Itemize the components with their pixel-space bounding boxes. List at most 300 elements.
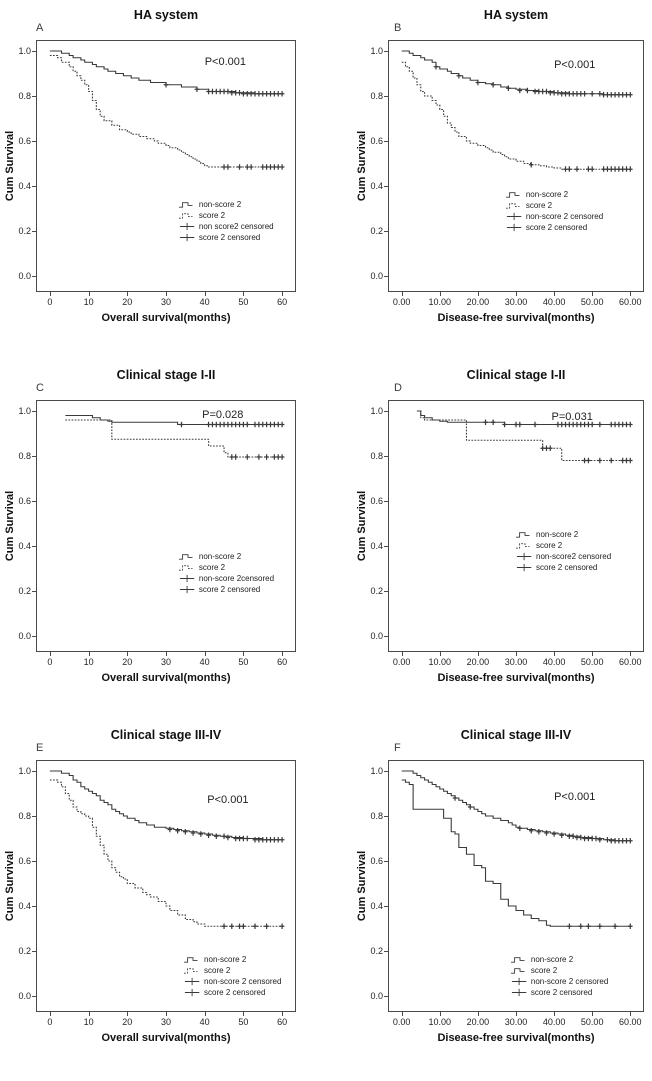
plot-frame: [4, 760, 296, 1027]
x-tick-label: 40.00: [542, 1017, 566, 1027]
x-tick-mark: [166, 1012, 167, 1016]
y-tick-label: 0.2: [370, 226, 383, 236]
y-tick-mark: [32, 186, 36, 187]
p-value: P<0.001: [554, 58, 596, 71]
legend-marker-plus: [511, 988, 529, 997]
y-tick-mark: [384, 411, 388, 412]
x-tick-label: 30: [160, 1017, 172, 1027]
km-panel: [0, 360, 326, 720]
legend-label: non-score 2: [530, 954, 574, 964]
legend-marker-dashed-step: [516, 541, 534, 550]
legend-item: [184, 954, 281, 965]
x-tick-label: 60.00: [619, 1017, 642, 1027]
legend-label: score 2: [198, 210, 226, 220]
y-tick-label: 0.4: [370, 181, 383, 191]
x-axis-label: Disease-free survival(months): [437, 1032, 595, 1044]
legend-item: [506, 222, 603, 233]
legend-marker-plus: [179, 222, 197, 231]
censor-marks: [529, 162, 633, 172]
p-value: P<0.001: [554, 791, 596, 803]
legend-marker-solid-step: [511, 966, 529, 975]
y-tick-label: 0.2: [370, 586, 383, 596]
y-tick-label: 1.0: [370, 406, 383, 416]
panel-title: Clinical stage III-IV: [460, 728, 572, 742]
x-tick-mark: [478, 292, 479, 296]
y-tick-label: 0.8: [18, 91, 31, 101]
x-tick-mark: [243, 292, 244, 296]
y-tick-label: 0.0: [18, 271, 31, 281]
y-tick-mark: [32, 861, 36, 862]
x-tick-mark: [282, 652, 283, 656]
x-tick-label: 60.00: [619, 297, 642, 307]
km-curve-dashed: [402, 62, 631, 169]
y-tick-label: 0.0: [370, 991, 383, 1001]
legend-label: score 2: [530, 965, 558, 975]
y-axis-label: Cum Survival: [356, 490, 368, 562]
y-tick-mark: [384, 186, 388, 187]
y-tick-mark: [384, 771, 388, 772]
km-curve-solid: [402, 780, 631, 926]
p-value: P=0.031: [551, 411, 593, 423]
plot-frame: [356, 760, 644, 1027]
x-tick-mark: [205, 292, 206, 296]
plot-row: [326, 400, 652, 667]
x-axis-label: Disease-free survival(months): [437, 312, 595, 324]
plot-row: [0, 400, 326, 667]
legend-marker-plus: [179, 233, 197, 242]
x-tick-mark: [516, 1012, 517, 1016]
x-tick-mark: [478, 652, 479, 656]
y-tick-label: 0.2: [18, 586, 31, 596]
x-tick-label: 20: [122, 657, 133, 667]
y-tick-label: 0.8: [18, 811, 31, 821]
x-tick-mark: [402, 292, 403, 296]
legend-label: non-score 2 censored: [530, 976, 609, 986]
censor-marks: [164, 82, 285, 97]
legend-marker-solid-step: [179, 200, 197, 209]
x-tick-mark: [127, 1012, 128, 1016]
y-tick-mark: [384, 276, 388, 277]
km-panel: [0, 0, 326, 360]
x-axis-label: Overall survival(months): [101, 1032, 231, 1044]
y-tick-label: 0.6: [370, 496, 383, 506]
legend-marker-plus: [516, 563, 534, 572]
plot-row: [0, 760, 326, 1027]
plot-frame: [4, 400, 296, 667]
x-tick-label: 50: [238, 657, 249, 667]
legend-item: [179, 573, 274, 584]
x-tick-mark: [50, 1012, 51, 1016]
y-tick-mark: [32, 636, 36, 637]
y-tick-mark: [32, 276, 36, 277]
y-tick-mark: [32, 816, 36, 817]
legend-marker-dashed-step: [179, 563, 197, 572]
y-tick-mark: [384, 51, 388, 52]
legend-item: [179, 551, 274, 562]
legend-label: non score2 censored: [198, 221, 274, 231]
legend-item: [511, 987, 608, 998]
x-tick-label: 50.00: [580, 1017, 604, 1027]
km-curve-solid: [417, 411, 630, 425]
y-tick-label: 1.0: [370, 766, 383, 776]
legend-label: score 2: [198, 563, 226, 572]
y-tick-mark: [384, 861, 388, 862]
x-tick-label: 40: [199, 657, 210, 667]
legend-item: [516, 551, 611, 562]
y-tick-mark: [32, 771, 36, 772]
y-tick-label: 0.8: [370, 91, 383, 101]
panel-title: Clinical stage I-II: [466, 368, 566, 382]
x-tick-label: 20.00: [466, 657, 490, 667]
y-tick-label: 0.0: [370, 271, 383, 281]
x-tick-label: 10.00: [428, 297, 452, 307]
y-tick-mark: [384, 231, 388, 232]
x-tick-mark: [516, 652, 517, 656]
x-tick-label: 30.00: [504, 1017, 528, 1027]
legend-marker-solid-step: [179, 552, 197, 561]
x-tick-label: 30.00: [504, 657, 528, 667]
y-tick-label: 0.6: [18, 136, 31, 146]
legend: [516, 529, 611, 573]
legend-marker-plus: [506, 212, 524, 221]
plot-row: [326, 40, 652, 307]
y-tick-mark: [384, 816, 388, 817]
y-tick-label: 0.4: [18, 181, 31, 191]
survival-curves-svg: [37, 401, 295, 651]
legend-marker-solid-step: [506, 190, 524, 199]
x-tick-label: 60: [277, 1017, 288, 1027]
y-tick-mark: [32, 411, 36, 412]
x-tick-mark: [89, 1012, 90, 1016]
x-tick-mark: [592, 652, 593, 656]
legend-label: non-score2 censored: [536, 551, 612, 561]
y-tick-label: 0.8: [18, 451, 31, 461]
x-tick-label: 40.00: [542, 297, 566, 307]
survival-curves-svg: [389, 401, 643, 651]
x-tick-label: 40.00: [542, 657, 566, 667]
y-axis-label: Cum Survival: [356, 130, 368, 202]
y-tick-label: 0.0: [370, 631, 383, 641]
x-tick-mark: [166, 292, 167, 296]
x-tick-mark: [402, 652, 403, 656]
y-tick-mark: [384, 501, 388, 502]
legend-item: [179, 210, 274, 221]
legend-marker-plus: [179, 574, 197, 583]
y-axis-label: Cum Survival: [4, 490, 16, 562]
legend: [511, 954, 608, 998]
legend-item: [516, 529, 611, 540]
legend-marker-dashed-step: [179, 211, 197, 220]
legend-label: non-score 2 censored: [204, 976, 282, 986]
y-tick-mark: [32, 51, 36, 52]
x-tick-mark: [630, 652, 631, 656]
x-tick-mark: [243, 1012, 244, 1016]
y-tick-label: 1.0: [18, 46, 31, 56]
x-tick-mark: [282, 292, 283, 296]
legend-item: [511, 954, 608, 965]
x-tick-mark: [402, 1012, 403, 1016]
x-tick-mark: [592, 292, 593, 296]
survival-curves-svg: [37, 41, 295, 291]
legend-label: score 2 censored: [204, 987, 266, 997]
x-tick-label: 50.00: [580, 657, 604, 667]
x-tick-mark: [205, 1012, 206, 1016]
legend: [179, 551, 274, 595]
x-tick-mark: [50, 292, 51, 296]
x-tick-mark: [440, 292, 441, 296]
p-value: P=0.028: [202, 408, 244, 421]
y-tick-label: 0.2: [18, 226, 31, 236]
km-panel: [0, 720, 326, 1080]
legend-item: [516, 540, 611, 551]
censor-marks: [222, 924, 285, 930]
x-tick-label: 20: [122, 297, 133, 307]
y-tick-label: 0.2: [370, 946, 383, 956]
x-tick-mark: [554, 292, 555, 296]
y-tick-mark: [32, 906, 36, 907]
legend-item: [184, 976, 281, 987]
plot-frame: [4, 40, 296, 307]
legend-item: [516, 562, 611, 573]
legend-label: non-score 2: [198, 199, 242, 209]
x-tick-mark: [127, 292, 128, 296]
legend-item: [184, 987, 281, 998]
km-panel: [326, 720, 652, 1080]
x-tick-label: 20.00: [466, 297, 490, 307]
panel-letter: A: [36, 22, 44, 34]
y-tick-label: 0.2: [18, 946, 31, 956]
legend-marker-dashed-step: [184, 966, 202, 975]
km-panel: [326, 360, 652, 720]
legend-marker-plus: [511, 977, 529, 986]
y-tick-label: 0.6: [18, 496, 31, 506]
y-tick-mark: [384, 456, 388, 457]
x-tick-label: 10: [83, 1017, 94, 1027]
x-tick-label: 30.00: [504, 297, 528, 307]
p-value: P<0.001: [207, 793, 249, 806]
y-tick-mark: [32, 996, 36, 997]
y-tick-mark: [384, 141, 388, 142]
legend-marker-solid-step: [511, 955, 529, 964]
km-curve-dashed: [65, 420, 282, 457]
legend-item: [184, 965, 281, 976]
km-curve-dashed: [50, 56, 282, 168]
y-axis-label: Cum Survival: [4, 130, 16, 202]
y-tick-label: 1.0: [18, 766, 31, 776]
x-tick-label: 10: [83, 657, 94, 667]
legend-label: non-score 2 censored: [525, 211, 604, 221]
y-tick-mark: [384, 546, 388, 547]
panel-title: Clinical stage I-II: [116, 368, 216, 382]
panel-title: HA system: [133, 8, 199, 22]
x-tick-mark: [592, 1012, 593, 1016]
panel-letter: D: [394, 382, 402, 394]
legend-marker-dashed-step: [506, 201, 524, 210]
y-tick-label: 0.6: [18, 856, 31, 866]
panel-title: Clinical stage III-IV: [110, 728, 222, 742]
legend-item: [511, 976, 608, 987]
legend-item: [179, 232, 274, 243]
legend-label: score 2: [525, 200, 553, 210]
legend-item: [506, 189, 603, 200]
legend-label: non-score 2: [204, 954, 247, 964]
x-tick-label: 60.00: [619, 657, 642, 667]
y-tick-mark: [384, 591, 388, 592]
x-tick-label: 20.00: [466, 1017, 490, 1027]
legend-item: [179, 584, 274, 595]
y-tick-mark: [32, 951, 36, 952]
x-axis-label: Overall survival(months): [101, 672, 231, 684]
x-axis-label: Disease-free survival(months): [437, 672, 595, 684]
legend-item: [511, 965, 608, 976]
x-tick-mark: [440, 652, 441, 656]
x-tick-mark: [554, 1012, 555, 1016]
legend-label: score 2: [536, 540, 563, 550]
x-tick-label: 0: [47, 297, 53, 307]
y-axis-label: Cum Survival: [4, 850, 16, 922]
legend-marker-solid-step: [516, 530, 534, 539]
km-curve-dashed: [417, 411, 630, 461]
legend-label: non-score 2: [198, 552, 242, 561]
legend: [179, 199, 274, 243]
legend-marker-plus: [184, 977, 202, 986]
y-tick-mark: [384, 951, 388, 952]
x-tick-label: 0.00: [392, 1017, 411, 1027]
y-tick-mark: [384, 636, 388, 637]
x-tick-mark: [478, 1012, 479, 1016]
x-tick-mark: [440, 1012, 441, 1016]
y-tick-mark: [384, 996, 388, 997]
legend: [506, 189, 603, 233]
legend-marker-plus: [516, 552, 534, 561]
km-panel: [326, 0, 652, 360]
y-tick-label: 1.0: [18, 406, 31, 416]
panel-letter: C: [36, 382, 44, 394]
x-tick-mark: [50, 652, 51, 656]
x-tick-mark: [516, 292, 517, 296]
y-tick-mark: [32, 546, 36, 547]
legend-label: score 2 censored: [530, 987, 593, 997]
y-tick-label: 0.8: [370, 811, 383, 821]
x-tick-label: 0.00: [392, 657, 411, 667]
x-tick-label: 40: [199, 1017, 210, 1027]
y-tick-mark: [32, 231, 36, 232]
p-value: P<0.001: [204, 56, 246, 68]
y-tick-label: 0.6: [370, 136, 383, 146]
x-axis-label: Overall survival(months): [101, 312, 231, 324]
km-curve-solid: [402, 771, 631, 841]
y-tick-mark: [384, 906, 388, 907]
survival-curves-svg: [389, 41, 643, 291]
legend-label: score 2 censored: [536, 562, 598, 572]
x-tick-label: 10.00: [428, 1017, 452, 1027]
plot-frame: [356, 40, 644, 307]
legend-label: score 2: [204, 965, 231, 975]
legend-label: score 2 censored: [198, 585, 261, 594]
y-tick-label: 0.4: [18, 901, 31, 911]
x-tick-label: 30: [160, 297, 172, 307]
legend: [184, 954, 281, 998]
y-axis-label: Cum Survival: [356, 850, 368, 922]
censor-marks: [434, 64, 633, 98]
censor-marks: [453, 795, 633, 843]
x-tick-mark: [630, 1012, 631, 1016]
x-tick-label: 0: [47, 1017, 53, 1027]
y-tick-mark: [32, 501, 36, 502]
y-tick-label: 0.6: [370, 856, 383, 866]
x-tick-mark: [127, 652, 128, 656]
censor-marks: [168, 827, 285, 843]
x-tick-mark: [554, 652, 555, 656]
legend-label: non-score 2censored: [198, 574, 275, 583]
x-tick-label: 20: [122, 1017, 133, 1027]
legend-item: [179, 199, 274, 210]
plot-row: [0, 40, 326, 307]
x-tick-label: 40: [199, 297, 210, 307]
plot-row: [326, 760, 652, 1027]
panel-letter: B: [394, 22, 402, 34]
legend-label: non-score 2: [525, 189, 569, 199]
x-tick-label: 10.00: [428, 657, 452, 667]
x-tick-label: 50: [238, 297, 249, 307]
y-tick-label: 0.4: [370, 541, 383, 551]
x-tick-label: 30: [160, 657, 172, 667]
y-tick-label: 1.0: [370, 46, 383, 56]
y-tick-mark: [32, 96, 36, 97]
legend-item: [506, 200, 603, 211]
legend-marker-plus: [506, 223, 524, 232]
legend-item: [506, 211, 603, 222]
y-tick-label: 0.0: [18, 991, 31, 1001]
panel-title: HA system: [483, 8, 549, 22]
panel-letter: E: [36, 742, 44, 754]
x-tick-mark: [630, 292, 631, 296]
legend-marker-plus: [184, 988, 202, 997]
x-tick-label: 10: [83, 297, 94, 307]
x-tick-label: 0.00: [392, 297, 411, 307]
x-tick-label: 50: [238, 1017, 249, 1027]
legend-item: [179, 221, 274, 232]
y-tick-label: 0.8: [370, 451, 383, 461]
x-tick-label: 60: [277, 297, 288, 307]
y-tick-mark: [32, 591, 36, 592]
x-tick-mark: [243, 652, 244, 656]
x-tick-mark: [89, 652, 90, 656]
x-tick-mark: [89, 292, 90, 296]
y-tick-mark: [32, 456, 36, 457]
x-tick-label: 60: [277, 657, 288, 667]
x-tick-mark: [205, 652, 206, 656]
y-tick-mark: [32, 141, 36, 142]
legend-label: score 2 censored: [525, 222, 588, 232]
legend-marker-solid-step: [184, 955, 202, 964]
censor-marks: [229, 454, 284, 460]
x-tick-mark: [166, 652, 167, 656]
y-tick-label: 0.0: [18, 631, 31, 641]
y-tick-label: 0.4: [18, 541, 31, 551]
legend-item: [179, 562, 274, 573]
km-curve-solid: [402, 51, 631, 95]
y-tick-mark: [384, 96, 388, 97]
x-tick-label: 50.00: [580, 297, 604, 307]
x-tick-label: 0: [47, 657, 53, 667]
legend-marker-plus: [179, 585, 197, 594]
x-tick-mark: [282, 1012, 283, 1016]
panel-letter: F: [394, 742, 401, 754]
legend-label: score 2 censored: [198, 232, 261, 242]
legend-label: non-score 2: [536, 529, 579, 539]
plot-frame: [356, 400, 644, 667]
